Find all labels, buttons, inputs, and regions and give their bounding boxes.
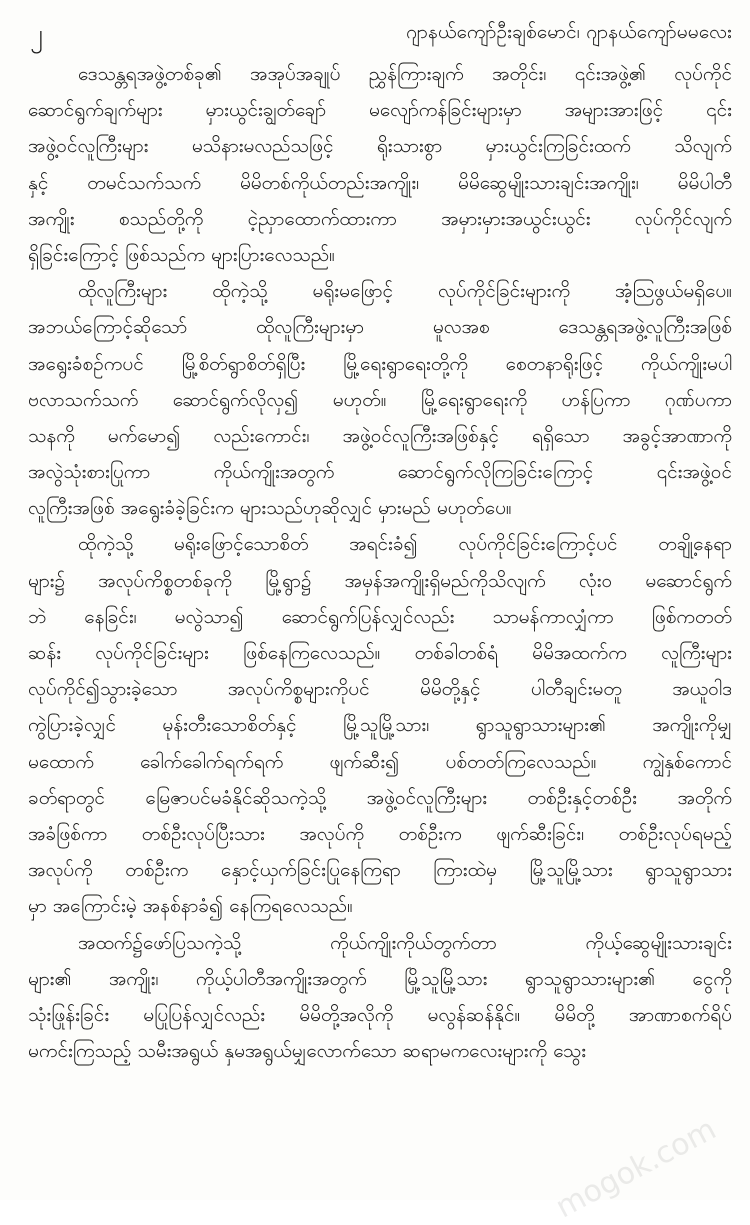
- running-head: ဂျာနယ်ကျော်ဦးချစ်မောင်၊ ဂျာနယ်ကျော်မမလေး: [406, 21, 732, 43]
- text-line: ဗလာသက်သက် ဆောင်ရွက်လိုလှ၍ မဟုတ်။ မြို့ရေးရွာရေးကို ဟန်ပြကာ ဂုဏ်ပကာ: [28, 388, 732, 411]
- paragraph: [28, 526, 732, 924]
- text-line: သုံးဖြုန်းခြင်း မပြုပြန်လျှင်လည်း မိမိတို့အလိုကို မလွန်ဆန်နိုင်။ မိမိတို့ အာဏာစက်ရိပ်: [28, 1003, 732, 1026]
- text-line: အဖွဲ့ဝင်လူကြီးများ မသိနားမလည်သဖြင့် ရိုးသားစွာ မှားယွင်းကြခြင်းထက် သိလျက်: [28, 135, 732, 158]
- text-line: ရှိခြင်းကြောင့် ဖြစ်သည်က များပြားလေသည်။: [28, 243, 335, 266]
- text-line: ဆောင်ရွက်ချက်များ မှားယွင်းချွတ်ချော် မလျော်ကန်ခြင်းများမှာ အများအားဖြင့် ၎င်း: [28, 99, 732, 122]
- text-line: ခတ်ရာတွင် မြေဇာပင်မခံနိုင်ဆိုသကဲ့သို့ အဖွဲ့ဝင်လူကြီးများ တစ်ဦးနှင့်တစ်ဦး အတိုက်: [28, 786, 732, 809]
- text-line: အလွဲသုံးစားပြုကာ ကိုယ်ကျိုးအတွက် ဆောင်ရွက်လိုကြခြင်းကြောင့် ၎င်းအဖွဲ့ဝင်: [28, 461, 732, 484]
- text-line: ဒေသန္တရအဖွဲ့တစ်ခု၏ အအုပ်အချုပ် ညွှန်ကြားချက် အတိုင်း၊ ၎င်းအဖွဲ့၏ လုပ်ကိုင်: [78, 63, 732, 85]
- text-line: အခံဖြစ်ကာ တစ်ဦးလုပ်ပြီးသား အလုပ်ကို တစ်ဦးက ဖျက်ဆီးခြင်း၊ တစ်ဦးလုပ်ရမည့်: [28, 822, 732, 845]
- text-line: များ၌ အလုပ်ကိစ္စတစ်ခုကို မြို့ရွာ၌ အမှန်အကျိုးရှိမည်ကိုသိလျက် လုံးဝ မဆောင်ရွက်: [28, 569, 732, 592]
- text-line: လုပ်ကိုင်၍သွားခဲ့သော အလုပ်ကိစ္စများကိုပင် မိမိတို့နှင့် ပါတီချင်းမတူ အယူဝါဒ: [28, 678, 732, 701]
- paragraph: [28, 925, 732, 1070]
- text-line: ဆန်း လုပ်ကိုင်ခြင်းများ ဖြစ်နေကြလေသည်။ တစ်ခါတစ်ရံ မိမိအထက်က လူကြီးများ: [28, 642, 732, 664]
- text-line: မှာ အကြောင်းမဲ့ အနစ်နာခံ၍ နေကြရလေသည်။: [28, 895, 353, 918]
- text-line: ထိုလူကြီးများ ထိုကဲ့သို့ မရိုးမဖြောင့် လုပ်ကိုင်ခြင်းများကို အံ့သြဖွယ်မရှိပေ။: [78, 280, 732, 303]
- text-line: အကျိုး စသည်တို့ကို ငဲ့ညှာထောက်ထားကာ အမှားမှားအယွင်းယွင်း လုပ်ကိုင်လျက်: [28, 207, 732, 230]
- page-header: [30, 10, 732, 50]
- text-line: လူကြီးအဖြစ် အရွေးခံခဲ့ခြင်းက များသည်ဟုဆိုလျှင် မှားမည် မဟုတ်ပေ။: [28, 497, 512, 520]
- text-line: မကင်းကြသည့် သမီးအရွယ် နှမအရွယ်မျှလောက်သော ဆရာမကလေးများကို သွေး: [28, 1040, 587, 1063]
- text-line: ကွဲပြားခဲ့လျှင် မုန်းတီးသောစိတ်နှင့် မြို့သူမြို့သား၊ ရွာသူရွာသားများ၏ အကျိုးကိုမျှ: [28, 714, 732, 737]
- body-text: [28, 56, 732, 1200]
- text-line: ထိုကဲ့သို့ မရိုးဖြောင့်သောစိတ် အရင်းခံ၍ လုပ်ကိုင်ခြင်းကြောင့်ပင် တချို့နေရာ: [78, 533, 732, 556]
- text-line: အရွေးခံစဉ်ကပင် မြို့စိတ်ရွာစိတ်ရှိပြီး မြို့ရေးရွာရေးတို့ကို စေတနာရိုးဖြင့် ကိုယ်ကျိုးမပါ: [28, 352, 732, 375]
- text-line: အထက်၌ဖော်ပြသကဲ့သို့ ကိုယ်ကျိုးကိုယ်တွက်တာ ကိုယ့်ဆွေမျိုးသားချင်း: [78, 931, 732, 954]
- text-line: များ၏ အကျိုး၊ ကိုယ့်ပါတီအကျိုးအတွက် မြို့သူမြို့သား ရွာသူရွာသားများ၏ ငွေကို: [28, 967, 732, 990]
- page-number: ၂: [30, 19, 43, 49]
- text-line: နှင့် တမင်သက်သက် မိမိတစ်ကိုယ်တည်းအကျိုး၊ မိမိဆွေမျိုးသားချင်းအကျိုး၊ မိမိပါတီ: [28, 171, 732, 194]
- paragraph: [28, 273, 732, 526]
- text-line: အဘယ်ကြောင့်ဆိုသော် ထိုလူကြီးများမှာ မူလအစ ဒေသန္တရအဖွဲ့လူကြီးအဖြစ်: [28, 316, 732, 339]
- text-line: ဘဲ နေခြင်း၊ မလွဲသာ၍ ဆောင်ရွက်ပြန်လျှင်လည်း သာမန်ကာလျှံကာ ဖြစ်ကတတ်: [28, 605, 732, 628]
- text-line: မထောက် ခေါက်ခေါက်ရက်ရက် ဖျက်ဆီး၍ ပစ်တတ်ကြလေသည်။ ကျွဲနှစ်ကောင်: [28, 750, 732, 773]
- text-line: သနကို မက်မော၍ လည်းကောင်း၊ အဖွဲ့ဝင်လူကြီးအဖြစ်နှင့် ရရှိသော အခွင့်အာဏာကို: [28, 424, 732, 447]
- watermark: mogok.com: [550, 1111, 722, 1225]
- paragraph: [28, 56, 732, 273]
- text-line: အလုပ်ကို တစ်ဦးက နှောင့်ယှက်ခြင်းပြုနေကြရာ ကြားထဲမှ မြို့သူမြို့သား ရွာသူရွာသား: [28, 859, 732, 882]
